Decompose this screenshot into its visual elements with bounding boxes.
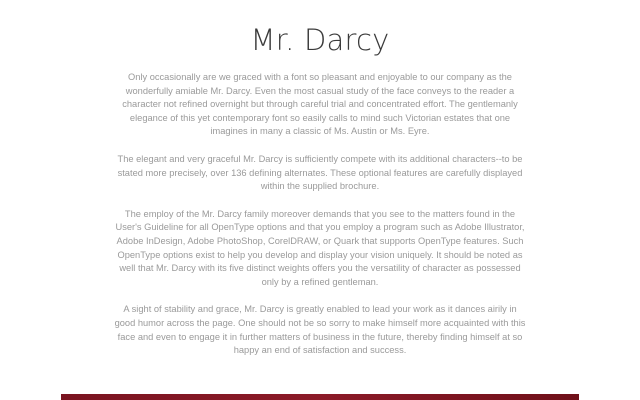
paragraph-closing: A sight of stability and grace, Mr. Darcy is greatly enabled to lead your work as it dances airily in good humor across the page. One should not be so sorry to make himself more acquainted with this face and even to engage it in further matters of business in the future, thereby finding himself at so happy an end of satisfaction and success.: [114, 304, 526, 356]
paragraph-intro: Only occasionally are we graced with a font so pleasant and enjoyable to our company as the wonderfully amiable Mr. Darcy. Even the most casual study of the face conveys to the reader a character not refined overnight but through careful trial and concentrated effort. The gentlemanly elegance of this yet contemporary font so easily calls to mind such Victorian estates that one imagines in many a classic of Ms. Austin or Ms. Eyre.: [122, 72, 518, 137]
description-body: [112, 71, 528, 372]
paragraph-opentype: The employ of the Mr. Darcy family moreover demands that you see to the matters found in the User's Guideline for all OpenType options and that you employ a program such as Adobe Illustrator, Adobe InDesign, Adobe PhotoShop, CorelDRAW, or Quark that supports OpenType features. Such OpenType options exist to help you develop and display your vision uniquely. It should be noted as well that Mr. Darcy with its five distinct weights offers you the versatility of character as possessed only by a refined gentleman.: [115, 208, 525, 287]
paragraph-alternates: The elegant and very graceful Mr. Darcy is sufficiently compete with its additional characters--to be stated more precisely, over 136 defining alternates. These optional features are carefully displayed within the supplied brochure.: [117, 153, 523, 192]
banner-image: [61, 394, 579, 400]
page-title: Mr. Darcy: [250, 23, 390, 57]
